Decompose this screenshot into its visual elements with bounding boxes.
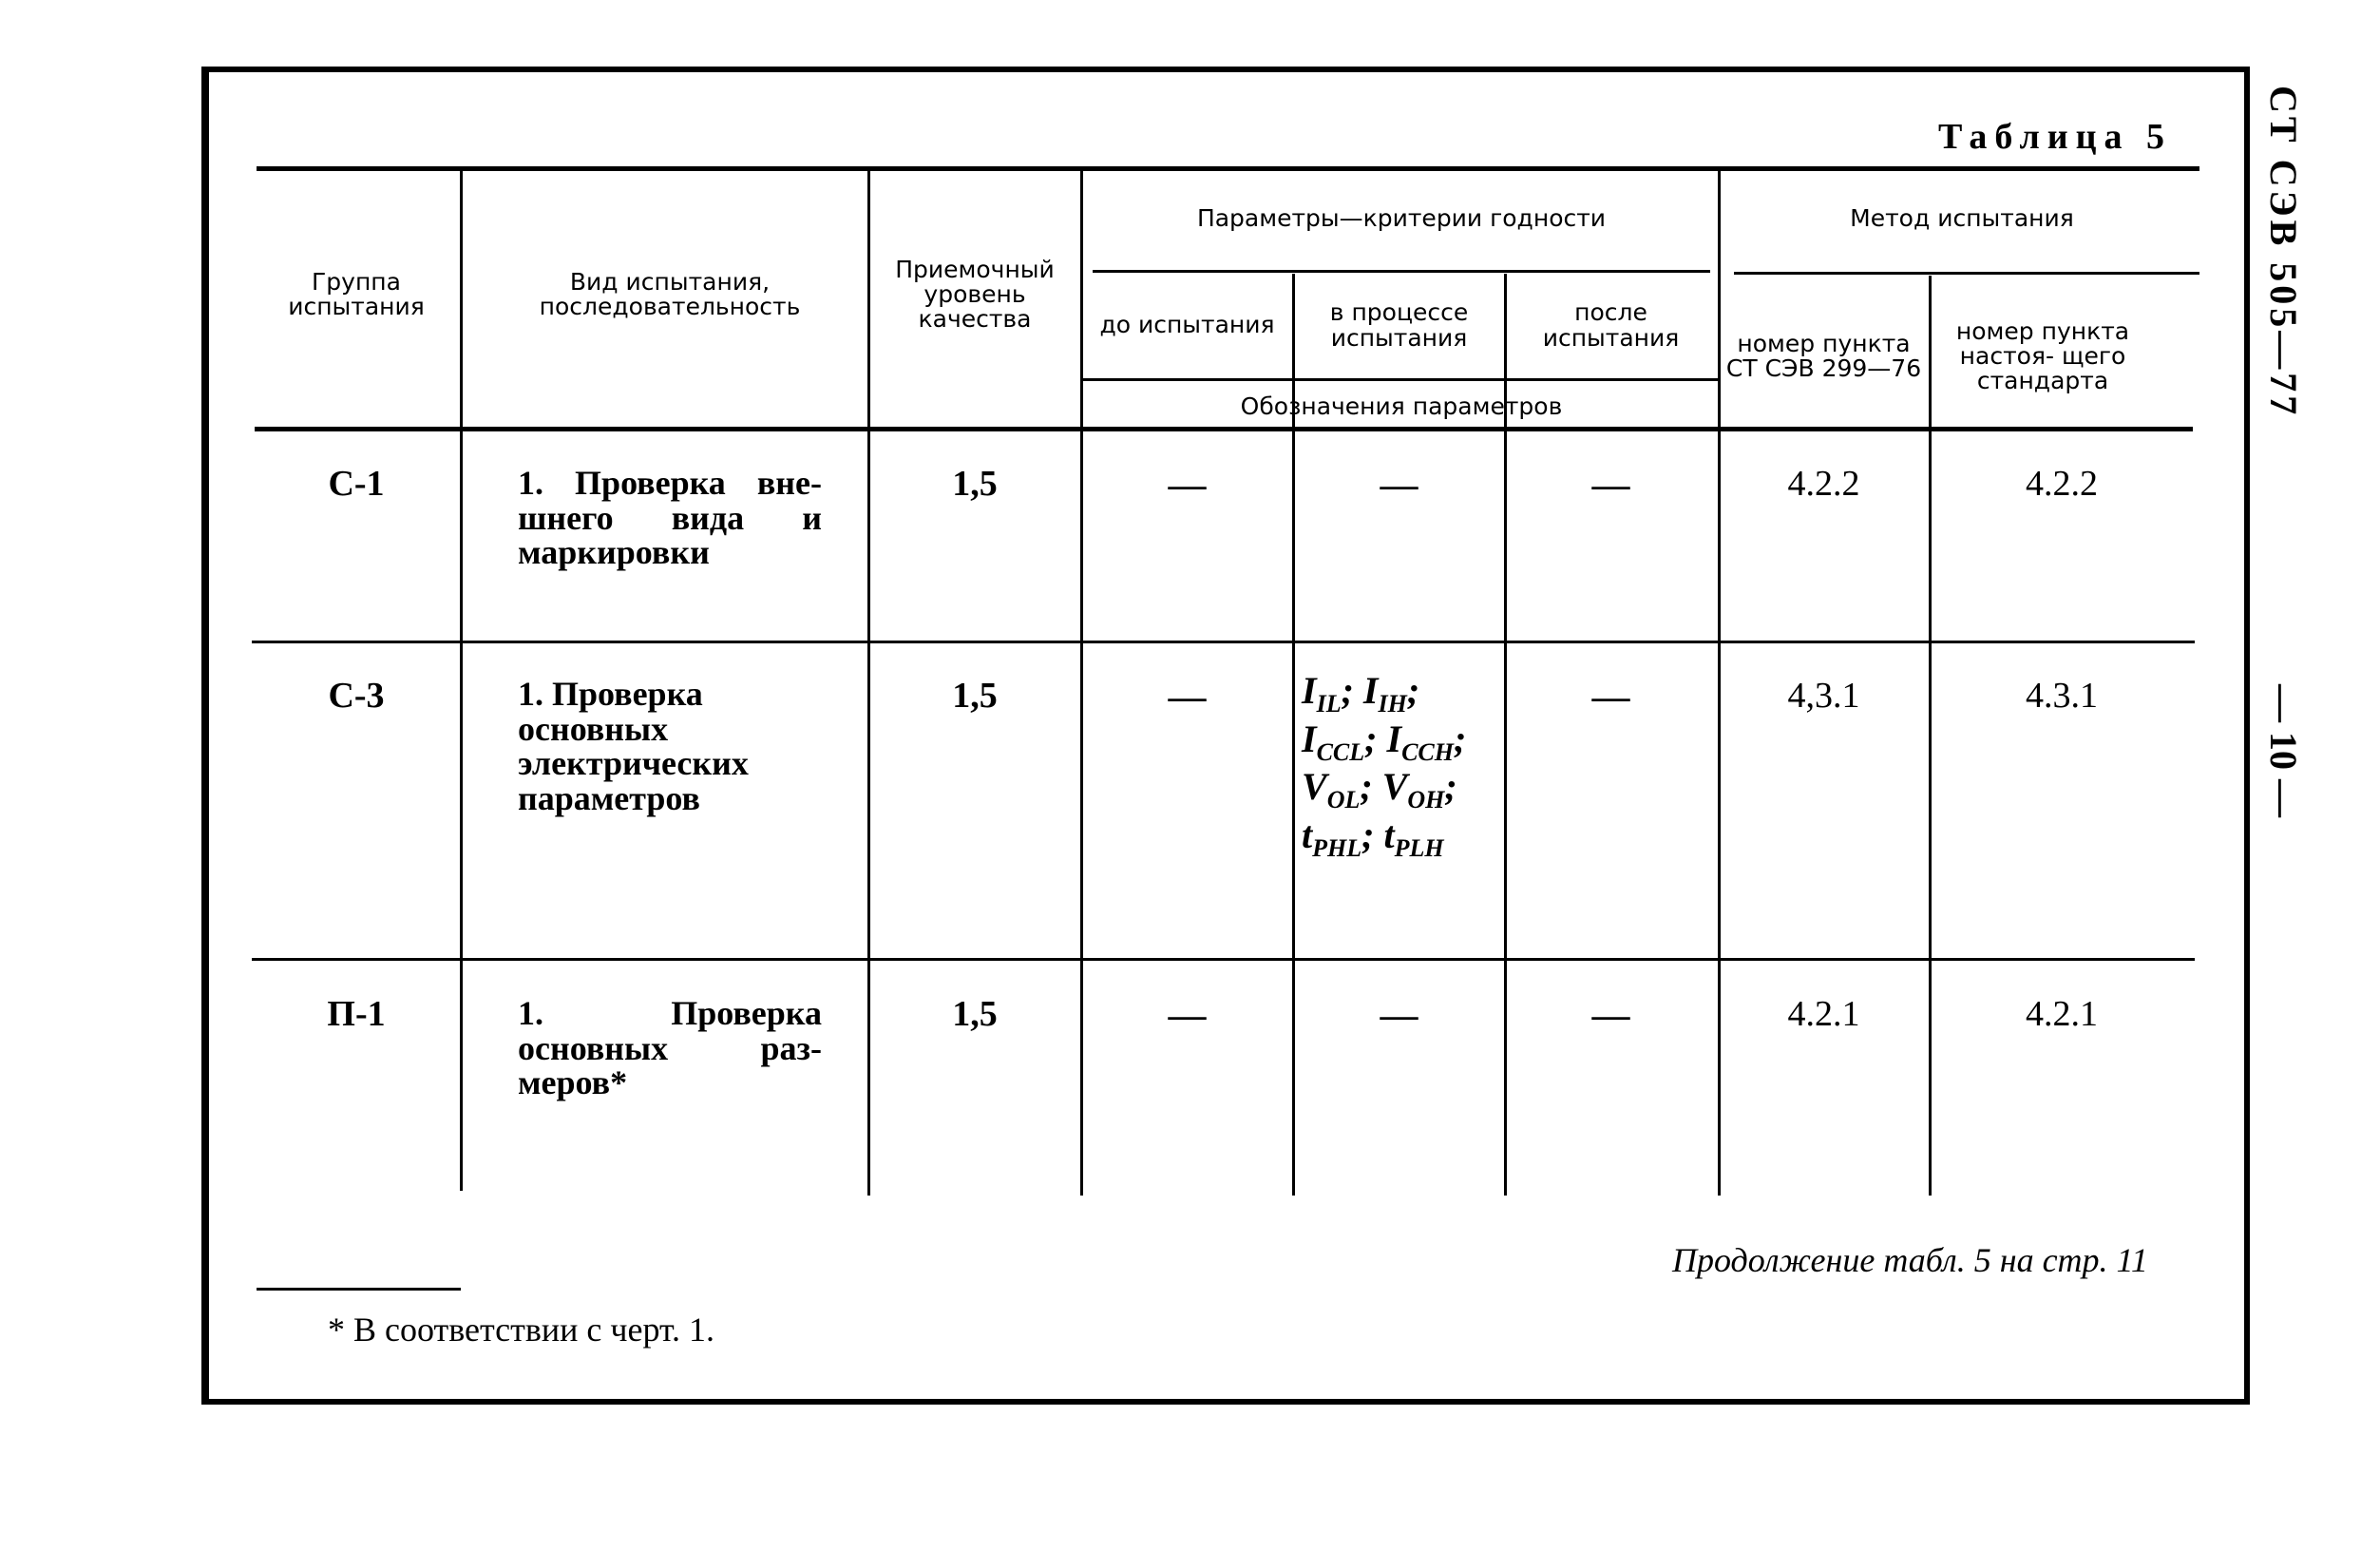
row2-clause-cmea: 4,3.1 <box>1787 676 1860 717</box>
row3-during: — <box>1380 993 1418 1036</box>
header-acceptance-level: Приемочный уровень качества <box>895 255 1055 334</box>
row1-bottom-rule <box>252 641 2195 643</box>
page-frame <box>201 67 2250 1405</box>
row2-level: 1,5 <box>952 676 998 717</box>
param-line-3: $V_{OL}$; $V_{OH}$; <box>1302 765 1457 814</box>
row2-clause-this: 4.3.1 <box>2026 676 2098 717</box>
row2-test: 1. Проверка основных электрических параметров <box>518 675 749 818</box>
header-test-type: Вид испытания, последовательность <box>539 267 801 320</box>
row2-after: — <box>1591 675 1630 718</box>
row2-bottom-rule <box>252 958 2195 961</box>
row1-clause-cmea: 4.2.2 <box>1787 464 1860 505</box>
row1-level: 1,5 <box>952 464 998 505</box>
row1-test: 1. Проверка вне- шнего вида и маркировки <box>518 464 822 572</box>
header-clause-this: номер пункта настоя- щего стандарта <box>1955 316 2130 395</box>
param-i-cch: $I_{CCH}$ <box>1386 717 1454 766</box>
header-designations: Обозначения параметров <box>1240 392 1563 420</box>
header-during: в процессе испытания <box>1329 298 1469 352</box>
row3-clause-cmea: 4.2.1 <box>1787 994 1860 1035</box>
row1-before: — <box>1168 463 1207 506</box>
col-rule-2 <box>867 169 870 1196</box>
header-criteria: Параметры—критерии годности <box>1196 203 1607 232</box>
row1-after: — <box>1591 463 1630 506</box>
header-group: Группа испытания <box>288 267 425 320</box>
col-rule-3 <box>1080 169 1083 1196</box>
param-line-4: $t_{PHL}$; $t_{PLH}$ <box>1302 813 1444 862</box>
criteria-sub-rule <box>1093 270 1710 273</box>
param-v-ol: $V_{OL}$ <box>1302 765 1361 814</box>
standard-designation: СТ СЭВ 505—77 <box>2262 86 2305 419</box>
param-i-il: $I_{IL}$ <box>1302 669 1342 718</box>
header-before: до испытания <box>1099 311 1275 339</box>
header-clause-cmea: номер пункта СТ СЭВ 299—76 <box>1725 329 1922 382</box>
table-title: Таблица 5 <box>1938 117 2173 157</box>
method-sub-rule <box>1734 272 2199 275</box>
row1-clause-this: 4.2.2 <box>2026 464 2098 505</box>
table-top-rule <box>257 166 2199 171</box>
param-v-oh: $V_{OH}$ <box>1381 765 1445 814</box>
designations-rule <box>1083 378 1720 381</box>
row2-during-parameters <box>1302 670 1506 862</box>
header-after: после испытания <box>1542 298 1680 352</box>
header-method: Метод испытания <box>1850 203 2074 232</box>
row2-group: С-3 <box>328 676 385 717</box>
row3-group: П-1 <box>327 994 386 1035</box>
continuation-note: Продолжение табл. 5 на стр. 11 <box>1672 1241 2148 1279</box>
param-line-2: $I_{CCL}$; $I_{CCH}$; <box>1302 717 1467 766</box>
page-number: — 10 — <box>2262 684 2305 817</box>
param-i-ccl: $I_{CCL}$ <box>1302 717 1365 766</box>
param-i-ih: $I_{IH}$ <box>1362 669 1407 718</box>
row3-after: — <box>1591 993 1630 1036</box>
footnote: * В соответствии с черт. 1. <box>328 1311 715 1349</box>
row3-before: — <box>1168 993 1207 1036</box>
row2-before: — <box>1168 675 1207 718</box>
row1-group: С-1 <box>328 464 385 505</box>
param-t-phl: $t_{PHL}$ <box>1302 813 1362 862</box>
header-bottom-rule <box>255 427 2193 431</box>
param-t-plh: $t_{PLH}$ <box>1383 813 1444 862</box>
row1-during: — <box>1380 463 1418 506</box>
footnote-rule <box>257 1288 461 1291</box>
col-rule-6 <box>1718 169 1721 1196</box>
row3-test: 1. Проверка основных раз- меров* <box>518 994 822 1102</box>
row3-clause-this: 4.2.1 <box>2026 994 2098 1035</box>
param-line-1: $I_{IL}$; $I_{IH}$; <box>1302 669 1420 718</box>
col-rule-1 <box>460 169 463 1191</box>
row3-level: 1,5 <box>952 994 998 1035</box>
col-rule-7 <box>1929 276 1932 1196</box>
